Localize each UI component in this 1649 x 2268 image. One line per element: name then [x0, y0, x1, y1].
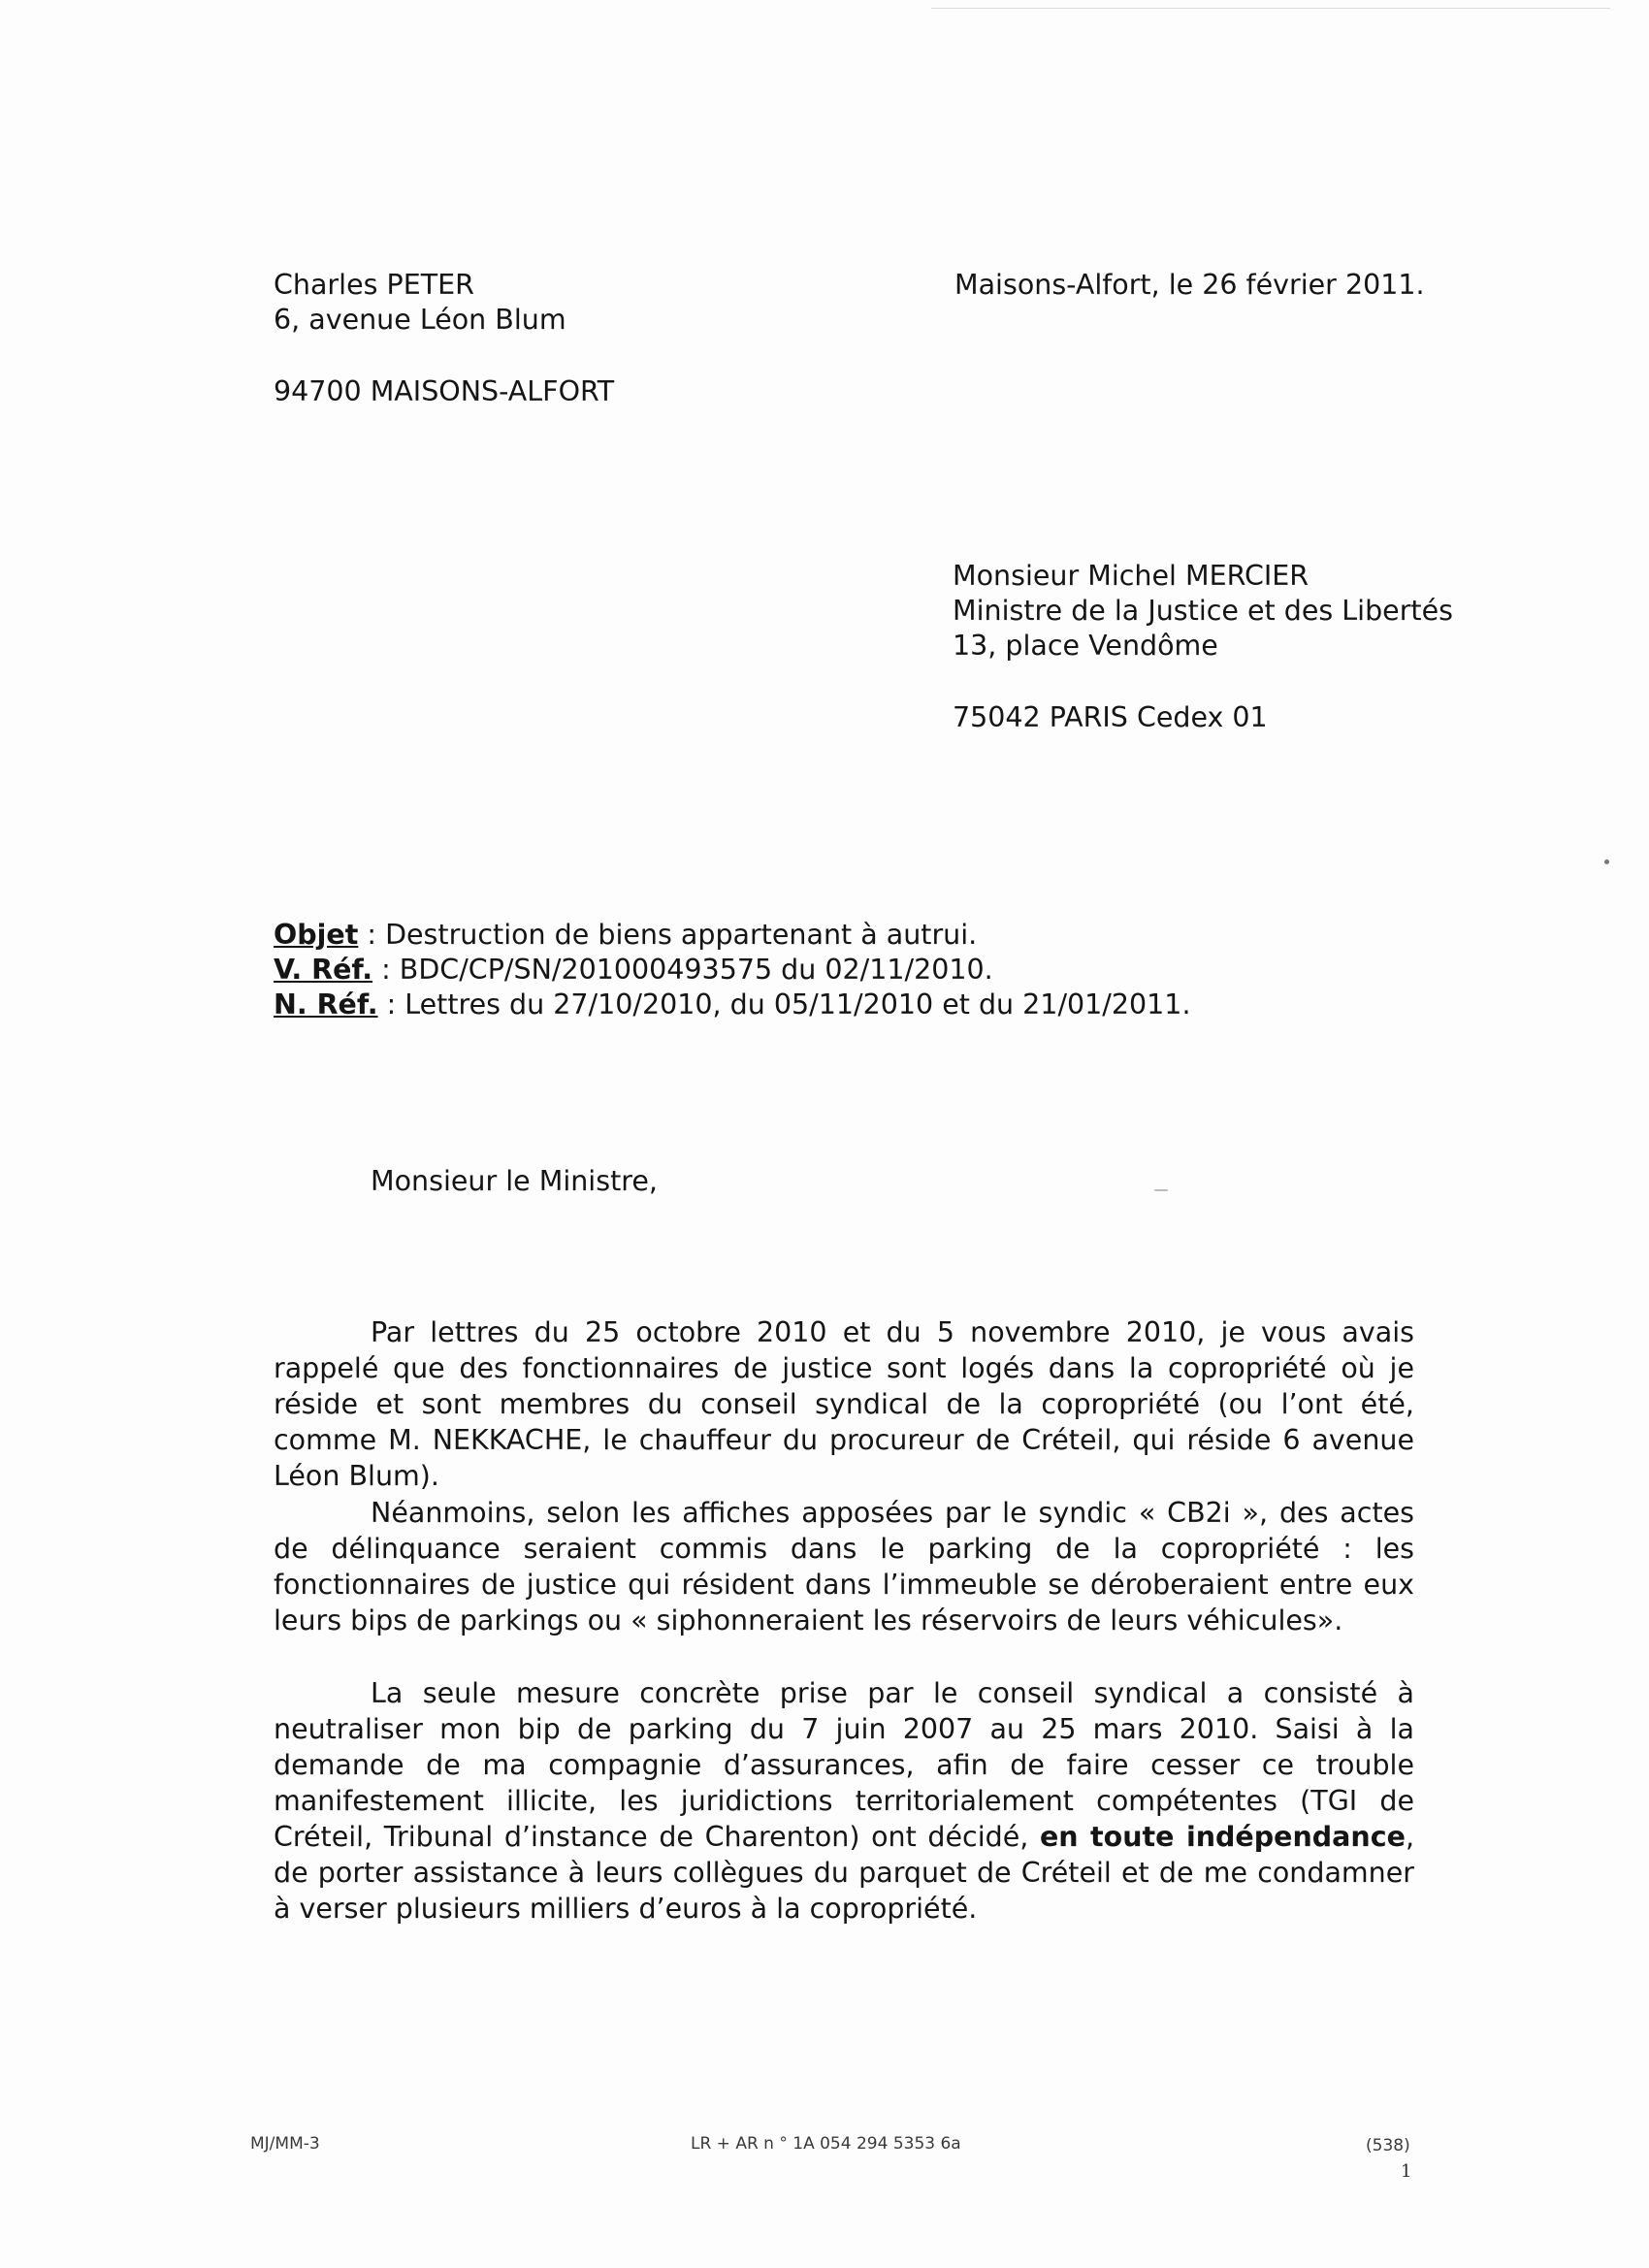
- footer-registered-mail: LR + AR n ° 1A 054 294 5353 6a: [691, 2134, 961, 2154]
- ref-objet-text: : Destruction de biens appartenant à autrui.: [358, 919, 978, 951]
- ref-vref: [274, 953, 993, 988]
- ref-vref-label: V. Réf.: [274, 954, 373, 986]
- ref-nref-label: N. Réf.: [274, 988, 378, 1021]
- body-paragraph-3-end: , de porter assistance à leurs collègues du parquet de Créteil et de me condamner à verser plusieurs milliers d’euros à la copropriété.: [274, 1821, 1414, 1925]
- footer-reference: MJ/MM-3: [250, 2134, 320, 2154]
- page-number: 1: [1401, 2161, 1412, 2182]
- body-paragraph-1: [274, 1314, 1414, 1494]
- scan-speck: [1604, 859, 1609, 864]
- recipient-title: Ministre de la Justice et des Libertés: [953, 595, 1453, 627]
- sender-city: 94700 MAISONS-ALFORT: [274, 375, 615, 407]
- body-paragraph-2: [274, 1495, 1414, 1638]
- body-paragraph-3-start: La seule mesure concrète prise par le conseil syndical a consisté à neutraliser mon bip de parking du 7 juin 2007 au 25 mars 2010. Saisi à la demande de ma compagnie d’assurances, afin de faire cesser ce trouble manifestement illicite, les juridictions territorialement compétentes (TGI de Créteil, Tribunal d’instance de Charenton) ont décidé,: [274, 1677, 1414, 1853]
- ref-objet-label: Objet: [274, 919, 359, 951]
- sender-name: Charles PETER: [274, 269, 474, 301]
- letter-date: Maisons-Alfort, le 26 février 2011.: [954, 269, 1425, 301]
- scan-edge: [931, 8, 1610, 9]
- sender-street: 6, avenue Léon Blum: [274, 304, 566, 336]
- recipient-city: 75042 PARIS Cedex 01: [953, 701, 1268, 733]
- body-paragraph-3: [274, 1675, 1414, 1927]
- recipient-street: 13, place Vendôme: [953, 630, 1218, 662]
- body-paragraph-3-emphasis: en toute indépendance: [1039, 1821, 1406, 1853]
- recipient-name: Monsieur Michel MERCIER: [953, 560, 1310, 592]
- body-paragraph-2-text: Néanmoins, selon les affiches apposées par le syndic « CB2i », des actes de délinquance seraient commis dans le parking de la copropriété : les fonctionnaires de justice qui résident dans l’immeuble se déroberaient entre eux leurs bips de parkings ou « siphonneraient les réservoirs de leurs véhicules».: [274, 1497, 1414, 1636]
- scan-speck: [1154, 1189, 1168, 1191]
- footer-code: (538): [1366, 2136, 1410, 2155]
- ref-objet: [274, 918, 977, 953]
- ref-vref-text: : BDC/CP/SN/201000493575 du 02/11/2010.: [372, 954, 993, 986]
- ref-nref-text: : Lettres du 27/10/2010, du 05/11/2010 et du 21/01/2011.: [377, 988, 1191, 1021]
- body-paragraph-1-text: Par lettres du 25 octobre 2010 et du 5 novembre 2010, je vous avais rappelé que des fonctionnaires de justice sont logés dans la copropriété où je réside et sont membres du conseil syndical de la copropriété (ou l’ont été, comme M. NEKKACHE, le chauffeur du procureur de Créteil, qui réside 6 avenue Léon Blum).: [274, 1316, 1414, 1492]
- ref-nref: [274, 988, 1191, 1022]
- salutation: Monsieur le Ministre,: [371, 1165, 658, 1197]
